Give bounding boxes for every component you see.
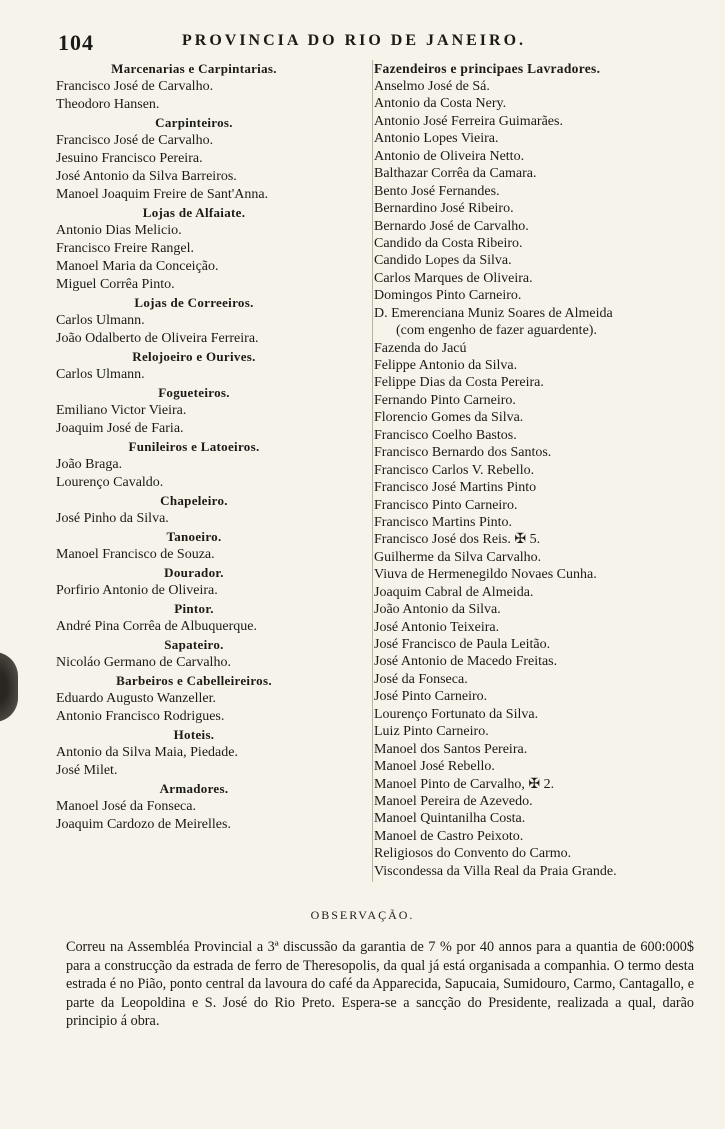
list-item: Jesuino Francisco Pereira. [56, 151, 203, 166]
list-item: José Pinho da Silva. [56, 511, 169, 526]
list-item: Manoel Quintanilha Costa. [374, 811, 526, 827]
list-item: Francisco Bernardo dos Santos. [374, 445, 552, 461]
list-item: Theodoro Hansen. [56, 97, 160, 112]
list-item: Balthazar Corrêa da Camara. [374, 166, 537, 182]
list-item: Candido da Costa Ribeiro. [374, 235, 523, 251]
section-title: Carpinteiros. [155, 115, 233, 130]
list-item: Manoel José da Fonseca. [56, 799, 196, 814]
page-number: 104 [58, 30, 94, 55]
section-title: Fogueteiros. [158, 385, 230, 400]
section-title-fazendeiros: Fazendeiros e principaes Lavradores. [374, 61, 601, 76]
section-title: Sapateiro. [164, 637, 224, 652]
list-item: Carlos Ulmann. [56, 367, 145, 382]
list-item: Manoel Maria da Conceição. [56, 259, 219, 274]
fazendeiros-list [374, 78, 694, 880]
section-title: Lojas de Correeiros. [134, 295, 254, 310]
list-item: Antonio José Ferreira Guimarães. [374, 113, 563, 129]
list-item: Bernardo José de Carvalho. [374, 218, 529, 234]
list-item: Viscondessa da Villa Real da Praia Grande. [374, 863, 617, 879]
list-item: Francisco Freire Rangel. [56, 241, 195, 256]
page-header [58, 30, 698, 55]
section-title: Armadores. [159, 781, 229, 796]
list-item: José Francisco de Paula Leitão. [374, 637, 551, 652]
section-title: Barbeiros e Cabelleireiros. [116, 673, 272, 688]
column-divider [372, 60, 373, 882]
list-item: Fazenda do Jacú [374, 340, 467, 356]
list-item: Antonio da Costa Nery. [374, 96, 507, 112]
list-item: Antonio Francisco Rodrigues. [56, 709, 225, 724]
list-item: João Odalberto de Oliveira Ferreira. [56, 331, 259, 346]
ink-stamp-mark [0, 652, 18, 722]
list-item: André Pina Corrêa de Albuquerque. [56, 619, 257, 634]
list-item: Miguel Corrêa Pinto. [56, 277, 175, 292]
list-item: Religiosos do Convento do Carmo. [374, 846, 572, 862]
list-item: Francisco Coelho Bastos. [374, 427, 517, 443]
list-item: José Antonio da Silva Barreiros. [56, 169, 237, 184]
list-item: Manoel dos Santos Pereira. [374, 741, 528, 757]
section-title: Tanoeiro. [166, 529, 222, 544]
list-item: Francisco Pinto Carneiro. [374, 497, 518, 513]
list-item: Antonio Dias Melicio. [56, 223, 182, 238]
list-item: Luiz Pinto Carneiro. [374, 724, 489, 740]
list-item: João Antonio da Silva. [374, 602, 501, 618]
list-item: Francisco José de Carvalho. [56, 79, 214, 94]
list-item: Nicoláo Germano de Carvalho. [56, 655, 231, 670]
right-column [374, 60, 694, 880]
list-item: Manoel Joaquim Freire de Sant'Anna. [56, 187, 269, 202]
section-title: Lojas de Alfaiate. [142, 205, 246, 220]
list-item: Viuva de Hermenegildo Novaes Cunha. [374, 567, 597, 583]
list-item: Francisco José Martins Pinto [374, 480, 537, 496]
list-item: Francisco Carlos V. Rebello. [374, 462, 535, 478]
list-item: Eduardo Augusto Wanzeller. [56, 691, 216, 706]
list-item: Lourenço Fortunato da Silva. [374, 706, 539, 722]
list-item: Carlos Marques de Oliveira. [374, 270, 533, 286]
list-item: José Antonio de Macedo Freitas. [374, 654, 558, 670]
list-item: José Milet. [56, 763, 118, 778]
list-item: Manoel Francisco de Souza. [56, 547, 215, 562]
observation-title: OBSERVAÇÃO. [310, 908, 415, 922]
list-item: Domingos Pinto Carneiro. [374, 288, 522, 304]
observation-text: Correu na Assembléa Provincial a 3ª discussão da garantia de 7 % por 40 annos para a quantia de 600:000$ para a construcção da estrada de ferro de Theresopolis, da qual já está organisada a companhia. O termo desta estrada é no Pião, ponto central da lavoura do café da Apparecida, Sapucaia, Sumidouro, Carmo, Cantagallo, e parte da Leopoldina e S. José do Rio Preto. Espera-se a sancção do Presidente, realizada a qual, darão principio á obra. [66, 939, 694, 1029]
list-item: Felippe Antonio da Silva. [374, 358, 518, 373]
list-item: José da Fonseca. [374, 671, 468, 687]
list-item: Candido Lopes da Silva. [374, 253, 512, 269]
list-item: Manoel Pereira de Azevedo. [374, 793, 533, 809]
left-column [56, 60, 332, 834]
list-item: Anselmo José de Sá. [374, 79, 490, 94]
list-item: Antonio Lopes Vieira. [374, 131, 499, 147]
list-item: Antonio da Silva Maia, Piedade. [56, 745, 238, 760]
list-item: Francisco José dos Reis. ✠ 5. [374, 532, 541, 548]
section-title: Marcenarias e Carpintarias. [111, 61, 277, 76]
list-item: Antonio de Oliveira Netto. [374, 148, 525, 164]
list-item: Fernando Pinto Carneiro. [374, 392, 516, 408]
section-title: Pintor. [174, 601, 214, 616]
list-item: Manoel de Castro Peixoto. [374, 828, 524, 844]
list-item: João Braga. [56, 457, 123, 472]
list-item: Emiliano Victor Vieira. [56, 403, 187, 418]
list-item: Guilherme da Silva Carvalho. [374, 549, 542, 565]
list-item: Florencio Gomes da Silva. [374, 410, 524, 426]
list-item: D. Emerenciana Muniz Soares de Almeida [374, 305, 613, 321]
list-item: Bernardino José Ribeiro. [374, 201, 514, 217]
list-item: (com engenho de fazer aguardente). [396, 323, 597, 339]
list-item: Joaquim Cardozo de Meirelles. [56, 817, 231, 832]
list-item: Manoel Pinto de Carvalho, ✠ 2. [374, 776, 555, 792]
list-item: José Pinto Carneiro. [374, 689, 488, 705]
list-item: Joaquim José de Faria. [56, 421, 184, 436]
list-item: Francisco Martins Pinto. [374, 514, 513, 530]
section-title: Dourador. [164, 565, 224, 580]
section-title: Chapeleiro. [160, 493, 228, 508]
section-title: Hoteis. [173, 727, 215, 742]
list-item: Porfirio Antonio de Oliveira. [56, 583, 218, 598]
list-item: Joaquim Cabral de Almeida. [374, 584, 534, 600]
list-item: Carlos Ulmann. [56, 313, 145, 328]
list-item: Francisco José de Carvalho. [56, 133, 214, 148]
list-item: Bento José Fernandes. [374, 183, 500, 199]
section-title: Funileiros e Latoeiros. [128, 439, 260, 454]
list-item: Manoel José Rebello. [374, 759, 495, 775]
running-title: PROVINCIA DO RIO DE JANEIRO. [182, 32, 527, 49]
section-title: Relojoeiro e Ourives. [132, 349, 256, 364]
list-item: Felippe Dias da Costa Pereira. [374, 375, 544, 391]
list-item: José Antonio Teixeira. [374, 619, 500, 635]
list-item: Lourenço Cavaldo. [56, 475, 164, 490]
